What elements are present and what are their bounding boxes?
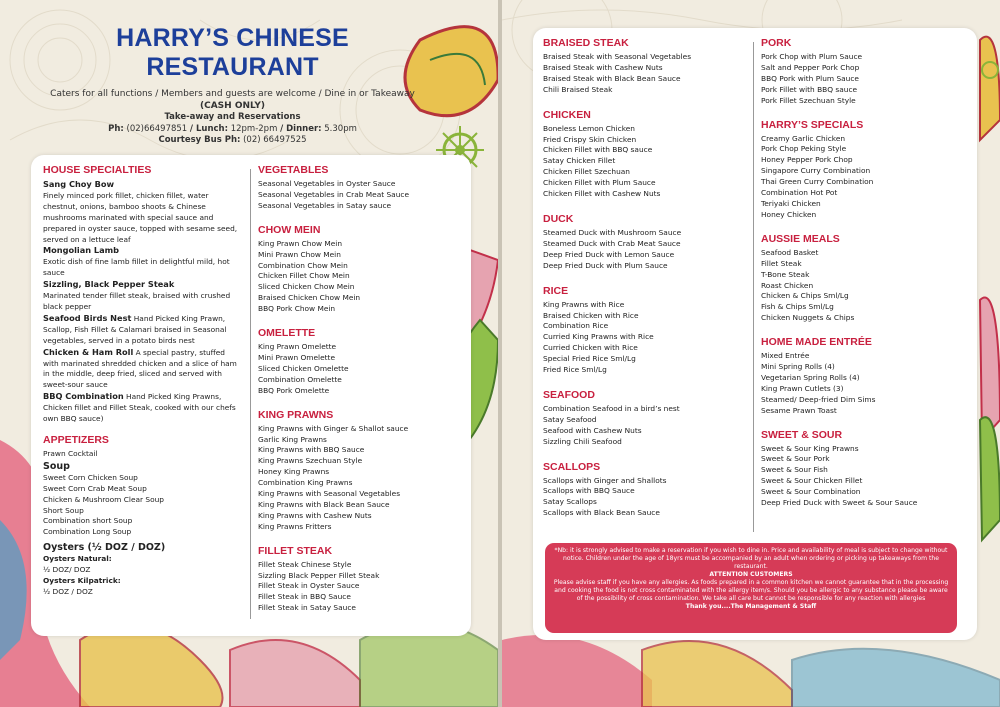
section-duck — [543, 212, 753, 272]
menu-item: Fish & Chips Sml/Lg — [761, 302, 834, 312]
menu-item: Braised Chicken with Rice — [543, 310, 639, 320]
section-sweet-sour — [761, 428, 966, 509]
menu-item: Fried Rice Sml/Lg — [543, 365, 607, 375]
menu-item: Chicken Fillet with Plum Sauce — [543, 178, 656, 188]
menu-column-2 — [258, 155, 458, 614]
menu-item: Teriyaki Chicken — [761, 198, 821, 208]
menu-item: Chicken Fillet with BBQ sauce — [543, 145, 653, 155]
menu-item: Combination Chow Mein — [258, 260, 348, 270]
menu-item: Combination Seafood in a bird’s nest — [543, 403, 680, 413]
menu-item: Sesame Prawn Toast — [761, 405, 837, 415]
menu-panel-left — [31, 155, 471, 636]
menu-item: Mixed Entrée — [761, 351, 810, 361]
menu-item: King Prawn Omelette — [258, 342, 337, 352]
menu-page-right — [502, 0, 1000, 707]
menu-item: Mini Prawn Omelette — [258, 352, 335, 362]
restaurant-title: HARRY’S CHINESE RESTAURANT — [116, 24, 349, 81]
menu-item: BBQ Pork with Plum Sauce — [761, 73, 859, 83]
menu-item: Salt and Pepper Pork Chop — [761, 62, 860, 72]
section-title: RICE — [543, 284, 569, 297]
menu-item: Sliced Chicken Omelette — [258, 363, 349, 373]
menu-item: Braised Steak with Seasonal Vegetables — [543, 52, 692, 61]
thanks-note: Thank you....The Management & Staff — [685, 603, 817, 610]
menu-item: Special Fried Rice Sml/Lg — [543, 354, 636, 364]
menu-item: King Prawn Chow Mein — [258, 238, 343, 248]
menu-item: Satay Seafood — [543, 414, 597, 424]
section-title: BRAISED STEAK — [543, 37, 629, 49]
menu-item: Seasonal Vegetables in Oyster Sauce — [258, 179, 396, 188]
menu-item: Scallops with BBQ Sauce — [543, 486, 635, 496]
menu-item: Sweet Corn Crab Meat Soup — [43, 483, 147, 493]
section-king-prawns — [258, 408, 458, 533]
menu-item: Satay Scallops — [543, 497, 597, 507]
dish-description: Exotic dish of fine lamb fillet in delightful mild, hot sauce — [43, 257, 230, 278]
menu-item: Pork Fillet with BBQ sauce — [761, 84, 858, 94]
menu-page-left — [0, 0, 498, 707]
menu-item: Combination Hot Pot — [761, 188, 838, 198]
menu-column-1 — [43, 155, 243, 598]
menu-item: King Prawn Cutlets (3) — [761, 383, 844, 393]
menu-item: Roast Chicken — [761, 280, 814, 290]
menu-item: Honey Pepper Pork Chop — [761, 155, 853, 165]
menu-item: Seafood Basket — [761, 247, 819, 257]
menu-item: Braised Steak with Black Bean Sauce — [543, 73, 681, 83]
menu-item: Singapore Curry Combination — [761, 166, 871, 176]
menu-item: King Prawns with Rice — [543, 299, 625, 309]
oysters-natural-value: ½ DOZ/ DOZ — [43, 565, 91, 575]
section-title: CHOW MEIN — [258, 223, 321, 236]
menu-item: King Prawns with BBQ Sauce — [258, 445, 365, 455]
menu-item: Chicken & Chips Sml/Lg — [761, 291, 849, 301]
menu-item: Steamed Duck with Mushroom Sauce — [543, 227, 682, 237]
menu-item: Combination short Soup — [43, 516, 133, 526]
menu-item: Fillet Steak Chinese Style — [258, 559, 352, 569]
menu-item: Sweet & Sour King Prawns — [761, 443, 859, 453]
menu-item: Garlic King Prawns — [258, 434, 327, 444]
menu-item: Pork Chop with Plum Sauce — [761, 52, 863, 61]
oysters-kilpatrick-value: ½ DOZ / DOZ — [43, 587, 93, 596]
menu-item: Creamy Garlic Chicken — [761, 133, 846, 143]
menu-item: Combination Omelette — [258, 374, 342, 384]
dish-name: BBQ Combination — [43, 391, 124, 402]
section-title: APPETIZERS — [43, 433, 109, 446]
dish-name: Sizzling, Black Pepper Steak — [43, 279, 175, 290]
menu-item: King Prawns Fritters — [258, 521, 332, 531]
caters-text: Caters for all functions / Members and guests are welcome / Dine in or Takeaway (CASH ONLY) — [50, 89, 415, 111]
menu-item: Mini Prawn Chow Mein — [258, 249, 341, 259]
menu-item: Deep Fried Duck with Sweet & Sour Sauce — [761, 498, 918, 508]
section-house-specialties — [43, 163, 243, 425]
menu-item: King Prawns with Ginger & Shallot sauce — [258, 423, 409, 433]
menu-item: Steamed Duck with Crab Meat Sauce — [543, 238, 681, 248]
menu-column-4 — [761, 28, 966, 509]
menu-item: Thai Green Curry Combination — [761, 177, 874, 187]
menu-item: Prawn Cocktail — [43, 448, 98, 458]
allergy-note: Please advise staff if you have any allergies. As foods prepared in a common kitchen we cannot guarantee that in the processing and cooking the food is not cross contaminated with the allergy item/s. Should you be allergic to any substance please be aware of the possibility of cross contamination. We take all care but cannot be responsible for any reaction with allergies — [553, 579, 949, 602]
menu-item: Sweet Corn Chicken Soup — [43, 472, 138, 482]
section-title: OMELETTE — [258, 327, 316, 340]
courtesy-bus-line: Courtesy Bus Ph: (02) 66497525 — [158, 135, 307, 145]
menu-item: Boneless Lemon Chicken — [543, 123, 635, 133]
menu-item: Seafood with Cashew Nuts — [543, 425, 642, 435]
section-title: PORK — [761, 37, 792, 49]
oysters-kilpatrick-label: Oysters Kilpatrick: — [43, 576, 121, 586]
section-title: HARRY’S SPECIALS — [761, 118, 864, 131]
menu-item: Chicken Fillet Szechuan — [543, 167, 630, 177]
menu-item: Honey King Prawns — [258, 467, 330, 477]
menu-item: Combination King Prawns — [258, 478, 353, 488]
section-vegetables — [258, 163, 458, 212]
menu-item: King Prawns Szechuan Style — [258, 456, 363, 466]
menu-item: Curried King Prawns with Rice — [543, 332, 654, 342]
menu-item: King Prawns with Seasonal Vegetables — [258, 489, 401, 499]
menu-item: Sweet & Sour Fish — [761, 465, 828, 475]
menu-item: Chicken Fillet Chow Mein — [258, 271, 350, 281]
dish-description: Hand Picked King Prawns, Chicken fillet and Fillet Steak, cooked with our chefs own BBQ sauce) — [43, 392, 236, 424]
section-fillet-steak — [258, 544, 458, 615]
section-title: HOME MADE ENTRÉE — [761, 336, 872, 349]
section-braised-steak — [543, 36, 753, 96]
menu-item: Pork Chop Peking Style — [761, 144, 847, 154]
menu-item: Chicken Fillet with Cashew Nuts — [543, 189, 661, 199]
menu-item: Scallops with Black Bean Sauce — [543, 508, 660, 518]
dish-name: Mongolian Lamb — [43, 245, 120, 256]
section-title: SWEET & SOUR — [761, 428, 843, 441]
menu-item: Braised Steak with Cashew Nuts — [543, 62, 663, 72]
restaurant-header — [40, 24, 425, 147]
menu-item: Chili Braised Steak — [543, 84, 613, 94]
section-scallops — [543, 460, 753, 520]
menu-item: Fillet Steak in Oyster Sauce — [258, 581, 360, 591]
cash-only-note: (CASH ONLY) — [200, 101, 265, 111]
menu-item: Pork Fillet Szechuan Style — [761, 95, 856, 105]
oysters-natural-label: Oysters Natural: — [43, 554, 112, 564]
menu-item: Fillet Steak in BBQ Sauce — [258, 592, 351, 602]
section-seafood — [543, 388, 753, 448]
dish-name: Chicken & Ham Roll — [43, 346, 134, 357]
menu-item: Sliced Chicken Chow Mein — [258, 282, 355, 292]
oysters-heading: Oysters (½ DOZ / DOZ) — [43, 542, 166, 554]
menu-item: Fillet Steak — [761, 258, 802, 268]
customer-notice-box — [545, 543, 957, 633]
hours-line: Ph: (02)66497851 / Lunch: 12pm-2pm / Dinner: 5.30pm — [108, 123, 357, 134]
soup-heading: Soup — [43, 460, 70, 472]
section-title: AUSSIE MEALS — [761, 232, 840, 245]
menu-item: Sizzling Chili Seafood — [543, 436, 622, 446]
menu-item: King Prawns with Black Bean Sauce — [258, 499, 390, 509]
menu-item: Chicken & Mushroom Clear Soup — [43, 494, 164, 504]
menu-item: BBQ Pork Omelette — [258, 385, 330, 395]
section-home-made-entree — [761, 335, 966, 416]
dish-name: Seafood Birds Nest — [43, 312, 132, 323]
menu-item: Combination Long Soup — [43, 527, 132, 537]
section-chow-mein — [258, 223, 458, 315]
takeaway-label: Take-away and Reservations — [164, 112, 301, 122]
menu-item: King Prawns with Cashew Nuts — [258, 510, 372, 520]
menu-item: Vegetarian Spring Rolls (4) — [761, 372, 860, 382]
column-divider — [753, 42, 754, 532]
menu-item: Combination Rice — [543, 321, 609, 331]
section-title: VEGETABLES — [258, 164, 329, 176]
menu-item: Mini Spring Rolls (4) — [761, 362, 835, 372]
section-appetizers — [43, 433, 243, 598]
section-harrys-specials — [761, 118, 966, 221]
menu-item: Short Soup — [43, 505, 84, 515]
menu-column-3 — [543, 28, 753, 519]
menu-item: T-Bone Steak — [761, 269, 810, 279]
dish-description: Marinated tender fillet steak, braised with crushed black pepper — [43, 291, 231, 311]
menu-item: Sweet & Sour Chicken Fillet — [761, 476, 863, 486]
section-title: KING PRAWNS — [258, 408, 334, 421]
menu-item: Curried Chicken with Rice — [543, 343, 638, 353]
section-title: FILLET STEAK — [258, 544, 333, 557]
section-rice — [543, 284, 753, 376]
menu-item: Honey Chicken — [761, 209, 817, 219]
menu-item: Fried Crispy Skin Chicken — [543, 134, 637, 144]
menu-item: Scallops with Ginger and Shallots — [543, 475, 667, 485]
menu-item: Deep Fried Duck with Lemon Sauce — [543, 249, 675, 259]
dish-description: Hand Picked King Prawn, Scallop, Fish Fillet & Calamari braised in Seasonal vegetables, served in a potato birds nest — [43, 313, 227, 345]
section-aussie-meals — [761, 232, 966, 324]
menu-item: Sweet & Sour Pork — [761, 454, 830, 464]
menu-item: Fillet Steak in Satay Sauce — [258, 603, 356, 613]
section-pork — [761, 36, 966, 107]
section-title: CHICKEN — [543, 108, 591, 121]
attention-heading: ATTENTION CUSTOMERS — [709, 571, 793, 578]
section-title: HOUSE SPECIALTIES — [43, 164, 152, 176]
section-title: DUCK — [543, 212, 574, 225]
section-omelette — [258, 326, 458, 397]
reservation-note: *Nb: it is strongly advised to make a reservation if you wish to dine in. Price and availability of meal is subject to change without notice. Children under the age of 18yrs must be accompanied by an adult when ordering or picking up takeaways from the restaurant. — [554, 547, 948, 570]
menu-item: Seasonal Vegetables in Satay sauce — [258, 200, 392, 210]
column-divider — [250, 169, 251, 619]
menu-item: Steamed/ Deep-fried Dim Sims — [761, 394, 876, 404]
section-chicken — [543, 108, 753, 200]
dish-description: Finely minced pork fillet, chicken fillet, water chestnut, onions, bamboo shoots & Chinese mushrooms marinated with special sauce and prepared in oyster sauce, topped with sesame seed, served on a lettuce leaf — [43, 190, 238, 244]
menu-item: Chicken Nuggets & Chips — [761, 313, 855, 323]
menu-item: Deep Fried Duck with Plum Sauce — [543, 260, 668, 270]
menu-item: Seasonal Vegetables in Crab Meat Sauce — [258, 189, 410, 199]
dish-name: Sang Choy Bow — [43, 179, 115, 189]
menu-item: Satay Chicken Fillet — [543, 156, 616, 166]
dish-description: A special pastry, stuffed with marinated shredded chicken and a slice of ham in the middle, deep fried, sliced and served with sweet-sour sauce — [43, 347, 237, 390]
section-title: SCALLOPS — [543, 460, 601, 473]
section-title: SEAFOOD — [543, 388, 595, 401]
menu-item: BBQ Pork Chow Mein — [258, 304, 336, 314]
menu-item: Sizzling Black Pepper Fillet Steak — [258, 570, 380, 580]
menu-item: Sweet & Sour Combination — [761, 487, 861, 497]
menu-item: Braised Chicken Chow Mein — [258, 293, 361, 303]
